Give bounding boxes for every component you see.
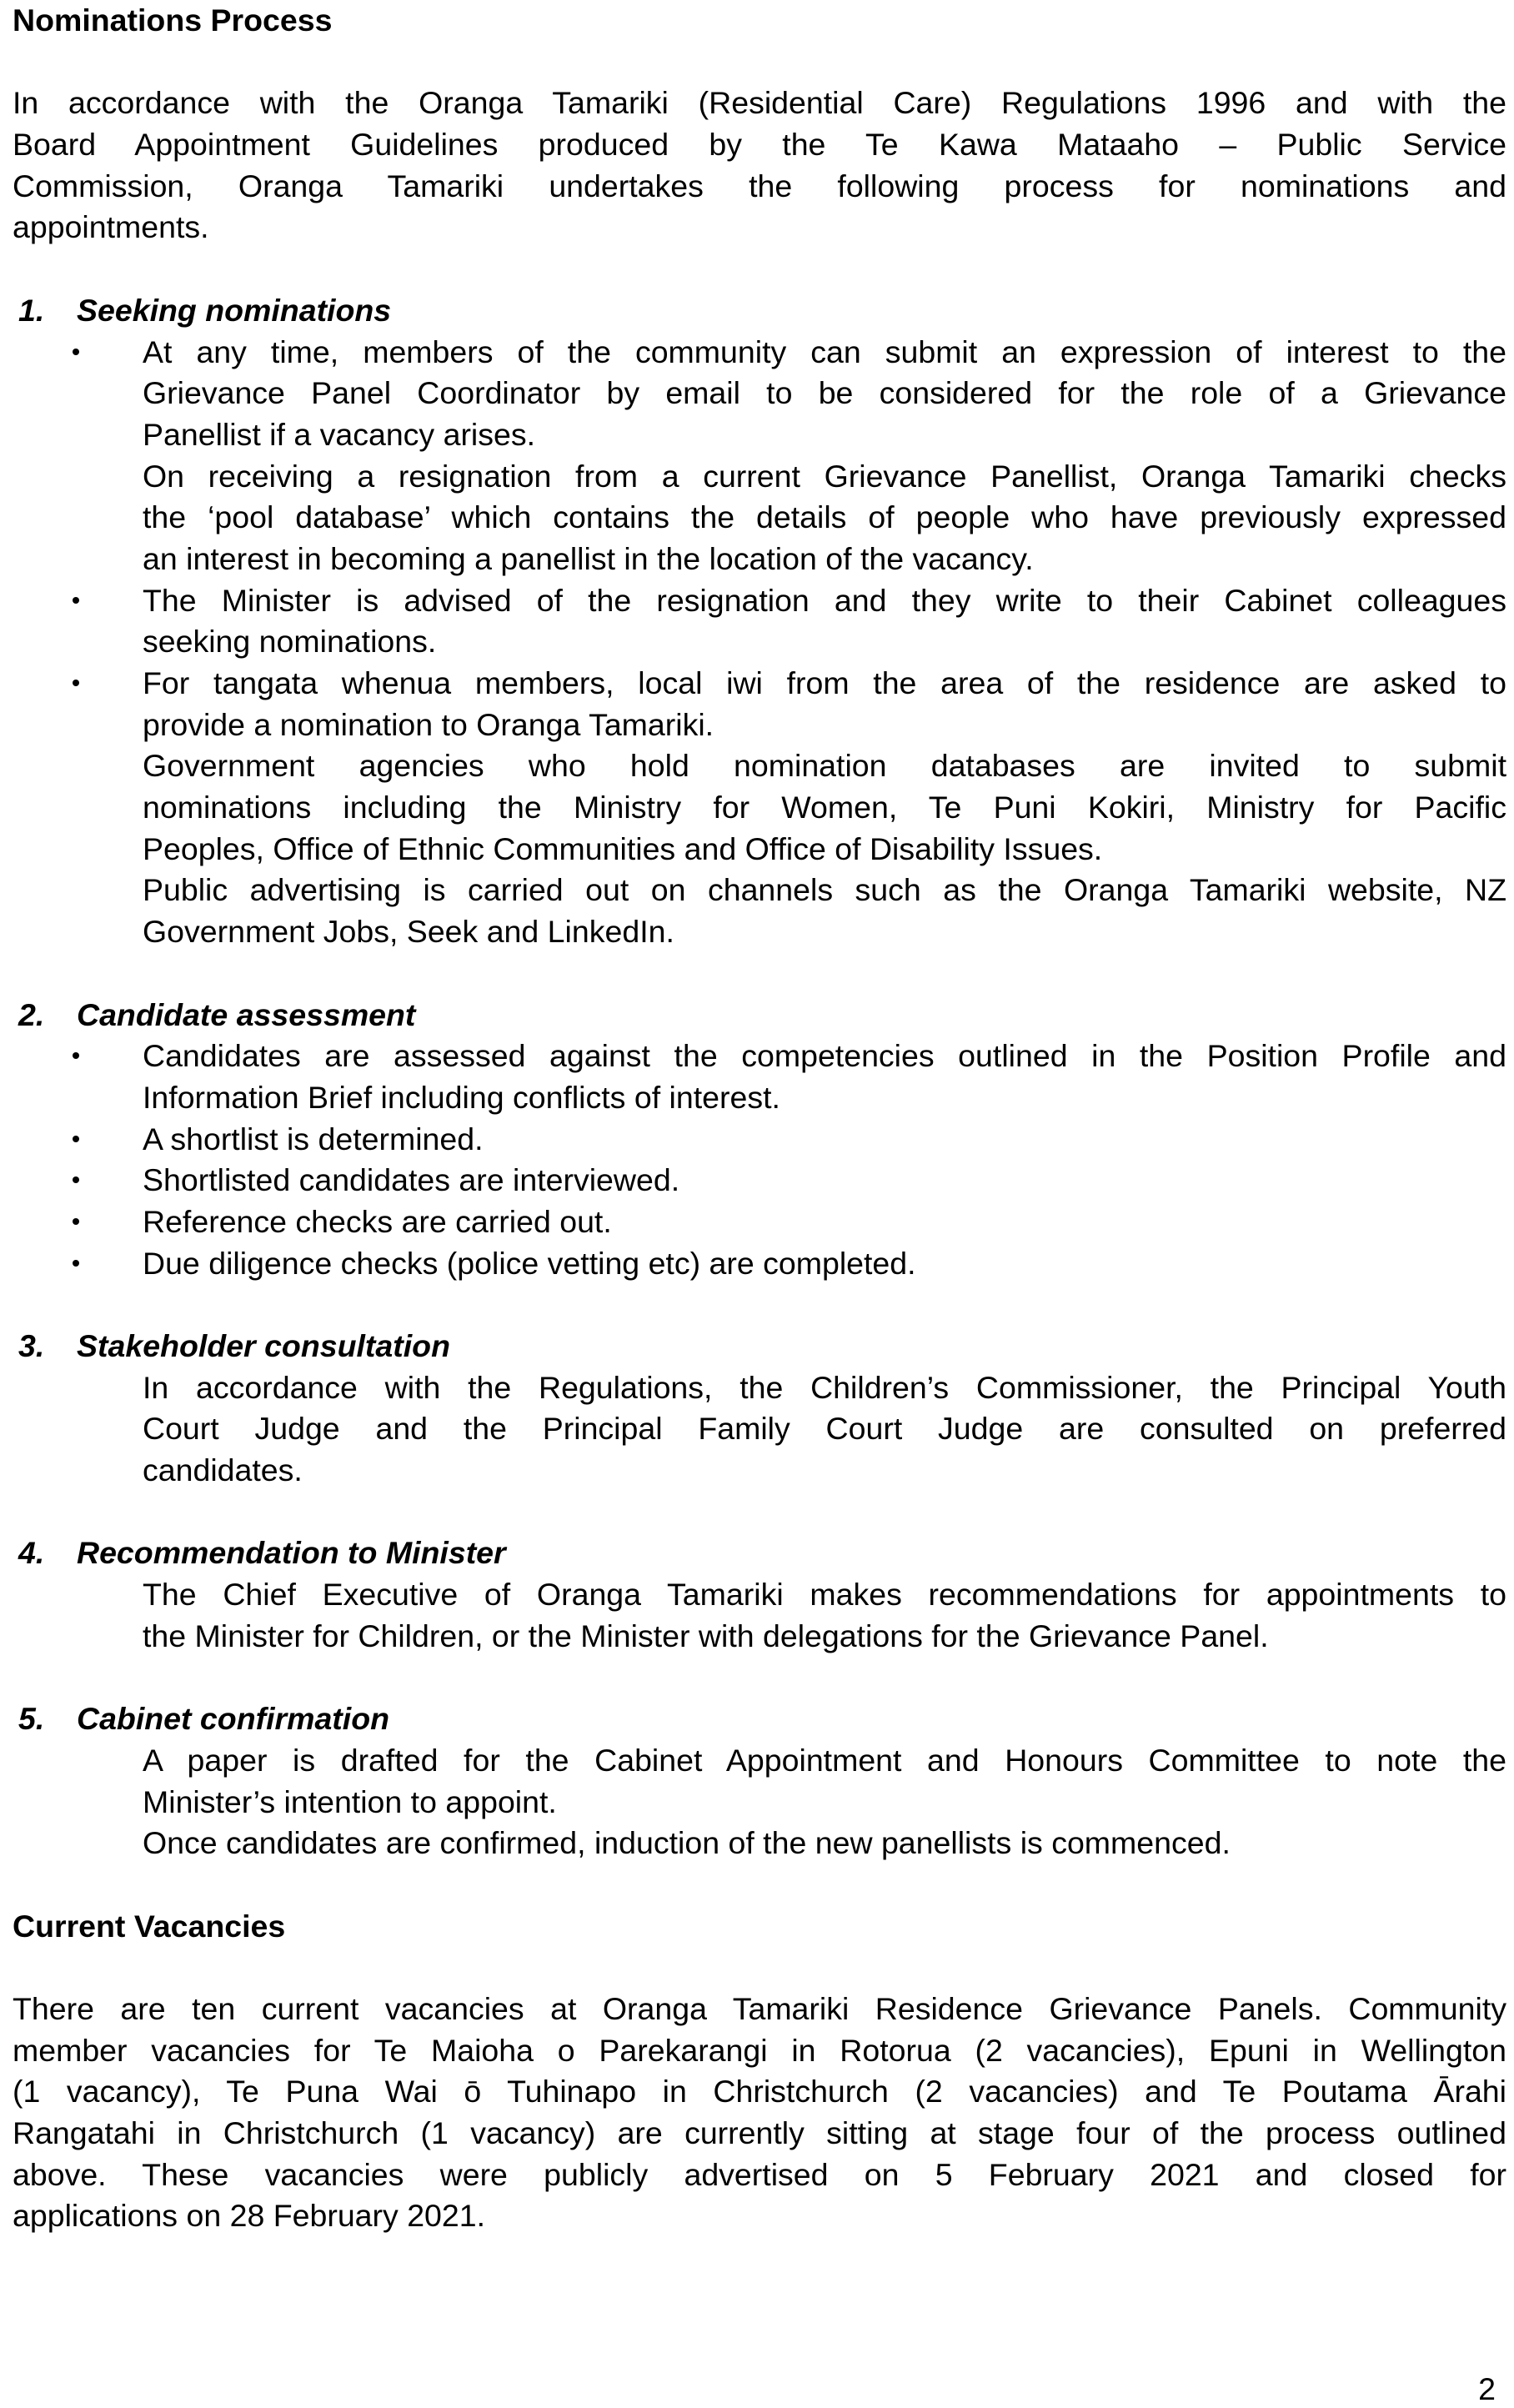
blank-line: [13, 42, 1506, 83]
bullet-item: [143, 1036, 1506, 1118]
text-line: On receiving a resignation from a current Grievance Panellist, Oranga Tamariki checks: [143, 458, 1506, 494]
blank-line: [13, 1284, 1506, 1326]
text-line: above. These vacancies were publicly advertised on 5 February 2021 and closed for: [13, 2156, 1506, 2192]
text-line: Commission, Oranga Tamariki undertakes the following process for nominations and: [13, 168, 1506, 203]
bullet-item: [143, 1119, 1506, 1161]
text-line: Shortlisted candidates are interviewed.: [143, 1162, 680, 1198]
bullet-item: [143, 1243, 1506, 1285]
step-number: 1.: [18, 292, 45, 328]
blank-line: [13, 953, 1506, 995]
text-line: seeking nominations.: [143, 624, 437, 660]
text-line: Due diligence checks (police vetting etc) are completed.: [143, 1245, 916, 1281]
document-body: [13, 0, 1506, 2237]
step-title: Stakeholder consultation: [77, 1328, 450, 1363]
blank-line: [13, 1492, 1506, 1533]
bullet-icon: [68, 663, 84, 699]
text-line: Public advertising is carried out on channels such as the Oranga Tamariki website, NZ: [143, 872, 1506, 908]
text-line: the ‘pool database’ which contains the details of people who have previously expressed: [143, 499, 1506, 535]
paragraph-item: [143, 870, 1506, 952]
text-line: Grievance Panel Coordinator by email to be considered for the role of a Grievance: [143, 375, 1506, 411]
text-line: Board Appointment Guidelines produced by the Te Kawa Mataaho – Public Service: [13, 127, 1506, 163]
blank-line: [13, 1947, 1506, 1989]
section-heading-vacancies: Current Vacancies: [13, 1908, 286, 1944]
intro-paragraph: [13, 83, 1506, 248]
bullet-icon: [68, 1160, 84, 1196]
text-line: (1 vacancy), Te Puna Wai ō Tuhinapo in Christchurch (2 vacancies) and Te Poutama Ārahi: [13, 2074, 1506, 2110]
text-line: Government agencies who hold nomination databases are invited to submit: [143, 748, 1506, 784]
paragraph-item: [143, 1740, 1506, 1823]
step-number: 5.: [18, 1701, 45, 1737]
bullet-item: [143, 663, 1506, 745]
step-heading: [13, 290, 1506, 332]
blank-line: [13, 1864, 1506, 1906]
bullet-item: [143, 332, 1506, 456]
text-line: Peoples, Office of Ethnic Communities and Office of Disability Issues.: [143, 830, 1103, 866]
text-line: appointments.: [13, 209, 209, 245]
text-line: the Minister for Children, or the Minister with delegations for the Grievance Panel.: [143, 1618, 1269, 1653]
step-heading: [13, 1533, 1506, 1574]
step-title: Seeking nominations: [77, 292, 392, 328]
blank-line: [13, 248, 1506, 290]
text-line: applications on 28 February 2021.: [13, 2198, 486, 2234]
step-title: Cabinet confirmation: [77, 1701, 390, 1737]
step-heading: [13, 1698, 1506, 1740]
paragraph-item: [143, 456, 1506, 580]
text-line: Panellist if a vacancy arises.: [143, 416, 536, 452]
bullet-item: [143, 1201, 1506, 1243]
bullet-icon: [68, 1036, 84, 1071]
text-line: member vacancies for Te Maioha o Parekarangi in Rotorua (2 vacancies), Epuni in Wellington: [13, 2032, 1506, 2068]
text-line: provide a nomination to Oranga Tamariki.: [143, 706, 714, 742]
step-number: 4.: [18, 1535, 45, 1571]
text-line: Court Judge and the Principal Family Court Judge are consulted on preferred: [143, 1411, 1506, 1447]
text-line: Once candidates are confirmed, induction of the new panellists is commenced.: [143, 1825, 1231, 1861]
text-line: A shortlist is determined.: [143, 1121, 484, 1156]
text-line: Candidates are assessed against the competencies outlined in the Position Profile and: [143, 1038, 1506, 1074]
bullet-item: [143, 580, 1506, 663]
text-line: Minister’s intention to appoint.: [143, 1783, 557, 1819]
paragraph-item: [143, 1823, 1506, 1864]
text-line: The Minister is advised of the resignation and they write to their Cabinet colleagues: [143, 582, 1506, 618]
page-number: 2: [1478, 2371, 1496, 2406]
text-line: nominations including the Ministry for Women, Te Puni Kokiri, Ministry for Pacific: [143, 790, 1506, 825]
step-title: Candidate assessment: [77, 996, 416, 1032]
text-line: Government Jobs, Seek and LinkedIn.: [143, 914, 674, 950]
vacancies-paragraph: [13, 1989, 1506, 2237]
text-line: Reference checks are carried out.: [143, 1203, 612, 1239]
text-line: For tangata whenua members, local iwi from the area of the residence are asked to: [143, 665, 1506, 700]
bullet-icon: [68, 1243, 84, 1279]
text-line: The Chief Executive of Oranga Tamariki makes recommendations for appointments to: [143, 1577, 1506, 1613]
bullet-icon: [68, 332, 84, 368]
bullet-item: [143, 1160, 1506, 1201]
text-line: an interest in becoming a panellist in the location of the vacancy.: [143, 540, 1034, 576]
text-line: There are ten current vacancies at Oranga Tamariki Residence Grievance Panels. Community: [13, 1991, 1506, 2026]
paragraph-item: [143, 1574, 1506, 1657]
step-heading: [13, 1326, 1506, 1367]
text-line: At any time, members of the community can submit an expression of interest to the: [143, 334, 1506, 369]
section-heading-nominations: Nominations Process: [13, 3, 333, 38]
text-line: A paper is drafted for the Cabinet Appointment and Honours Committee to note the: [143, 1742, 1506, 1778]
paragraph-item: [143, 1367, 1506, 1492]
text-line: candidates.: [143, 1452, 303, 1488]
bullet-icon: [68, 580, 84, 616]
bullet-icon: [68, 1201, 84, 1237]
text-line: Information Brief including conflicts of interest.: [143, 1079, 780, 1115]
text-line: In accordance with the Oranga Tamariki (Residential Care) Regulations 1996 and with the: [13, 85, 1506, 121]
text-line: In accordance with the Regulations, the Children’s Commissioner, the Principal Youth: [143, 1369, 1506, 1405]
step-title: Recommendation to Minister: [77, 1535, 506, 1571]
paragraph-item: [143, 745, 1506, 870]
bullet-icon: [68, 1119, 84, 1155]
step-heading: [13, 995, 1506, 1036]
step-number: 3.: [18, 1328, 45, 1363]
blank-line: [13, 1658, 1506, 1699]
text-line: Rangatahi in Christchurch (1 vacancy) are currently sitting at stage four of the process outlined: [13, 2115, 1506, 2151]
step-number: 2.: [18, 996, 45, 1032]
